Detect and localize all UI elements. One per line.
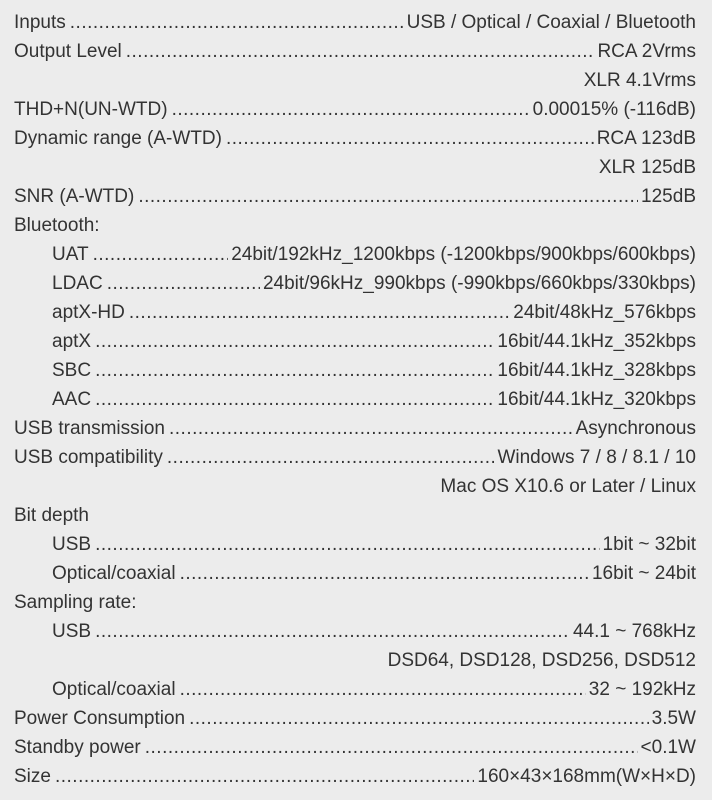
continuation-value: DSD64, DSD128, DSD256, DSD512: [387, 650, 696, 671]
spec-row: [0, 269, 712, 298]
spec-row: [0, 443, 712, 472]
section-header-label: Bluetooth:: [14, 215, 100, 236]
dot-leader: [95, 385, 494, 414]
spec-value: RCA 2Vrms: [597, 41, 696, 62]
spec-row: [0, 762, 712, 791]
section-header-row: [0, 501, 712, 530]
spec-label: UAT: [52, 244, 89, 265]
dot-leader: [169, 414, 573, 443]
dot-leader: [180, 559, 589, 588]
dot-leader: [95, 530, 599, 559]
spec-label: Output Level: [14, 41, 122, 62]
spec-row: [0, 298, 712, 327]
dot-leader: [95, 356, 494, 385]
spec-label: Size: [14, 766, 51, 787]
spec-row: [0, 385, 712, 414]
spec-row: [0, 617, 712, 646]
spec-value: 16bit ~ 24bit: [591, 563, 696, 584]
spec-label: Optical/coaxial: [52, 563, 176, 584]
section-header-label: Sampling rate:: [14, 592, 137, 613]
dot-leader: [93, 240, 229, 269]
spec-row: [0, 37, 712, 66]
spec-value: 0.00015% (-116dB): [532, 99, 696, 120]
spec-value: 44.1 ~ 768kHz: [572, 621, 696, 642]
spec-value: RCA 123dB: [596, 128, 696, 149]
spec-value: <0.1W: [640, 737, 696, 758]
section-header-row: [0, 211, 712, 240]
continuation-row: [0, 66, 712, 95]
spec-label: AAC: [52, 389, 92, 410]
spec-rows: [0, 8, 712, 791]
section-header-row: [0, 588, 712, 617]
spec-label: SNR (A-WTD): [14, 186, 135, 207]
spec-row: [0, 124, 712, 153]
spec-value: 160×43×168mm(W×H×D): [477, 766, 696, 787]
dot-leader: [129, 298, 510, 327]
dot-leader: [55, 762, 474, 791]
dot-leader: [95, 327, 494, 356]
spec-row: [0, 675, 712, 704]
spec-row: [0, 733, 712, 762]
spec-row: [0, 704, 712, 733]
spec-value: Windows 7 / 8 / 8.1 / 10: [497, 447, 696, 468]
spec-value: USB / Optical / Coaxial / Bluetooth: [406, 12, 696, 33]
spec-label: USB: [52, 534, 92, 555]
continuation-row: [0, 153, 712, 182]
spec-value: 16bit/44.1kHz_328kbps: [497, 360, 696, 381]
spec-value: 1bit ~ 32bit: [602, 534, 696, 555]
spec-label: Dynamic range (A-WTD): [14, 128, 222, 149]
spec-label: LDAC: [52, 273, 103, 294]
continuation-value: XLR 125dB: [598, 157, 696, 178]
spec-row: [0, 559, 712, 588]
dot-leader: [145, 733, 638, 762]
dot-leader: [107, 269, 260, 298]
continuation-value: XLR 4.1Vrms: [583, 70, 696, 91]
spec-value: 125dB: [641, 186, 696, 207]
spec-value: 24bit/96kHz_990kbps (-990kbps/660kbps/330kbps): [262, 273, 696, 294]
spec-label: SBC: [52, 360, 92, 381]
spec-row: [0, 8, 712, 37]
spec-label: THD+N(UN-WTD): [14, 99, 168, 120]
spec-value: 24bit/192kHz_1200kbps (-1200kbps/900kbps/600kbps): [231, 244, 696, 265]
spec-value: 16bit/44.1kHz_320kbps: [497, 389, 696, 410]
spec-label: Inputs: [14, 12, 66, 33]
spec-row: [0, 530, 712, 559]
dot-leader: [226, 124, 594, 153]
dot-leader: [172, 95, 530, 124]
dot-leader: [95, 617, 570, 646]
spec-label: aptX: [52, 331, 92, 352]
dot-leader: [189, 704, 649, 733]
continuation-row: [0, 472, 712, 501]
spec-label: Optical/coaxial: [52, 679, 176, 700]
continuation-row: [0, 646, 712, 675]
spec-row: [0, 327, 712, 356]
spec-row: [0, 240, 712, 269]
spec-label: USB transmission: [14, 418, 165, 439]
dot-leader: [180, 675, 586, 704]
spec-row: [0, 182, 712, 211]
spec-label: aptX-HD: [52, 302, 125, 323]
spec-value: 24bit/48kHz_576kbps: [513, 302, 696, 323]
spec-label: Power Consumption: [14, 708, 186, 729]
spec-row: [0, 95, 712, 124]
spec-row: [0, 414, 712, 443]
spec-value: 3.5W: [651, 708, 696, 729]
spec-row: [0, 356, 712, 385]
spec-label: USB: [52, 621, 92, 642]
spec-value: 32 ~ 192kHz: [588, 679, 696, 700]
spec-value: 16bit/44.1kHz_352kbps: [497, 331, 696, 352]
dot-leader: [70, 8, 404, 37]
spec-label: Standby power: [14, 737, 141, 758]
spec-value: Asynchronous: [575, 418, 696, 439]
spec-label: USB compatibility: [14, 447, 163, 468]
dot-leader: [126, 37, 595, 66]
section-header-label: Bit depth: [14, 505, 89, 526]
dot-leader: [138, 182, 638, 211]
dot-leader: [167, 443, 495, 472]
continuation-value: Mac OS X10.6 or Later / Linux: [440, 476, 696, 497]
